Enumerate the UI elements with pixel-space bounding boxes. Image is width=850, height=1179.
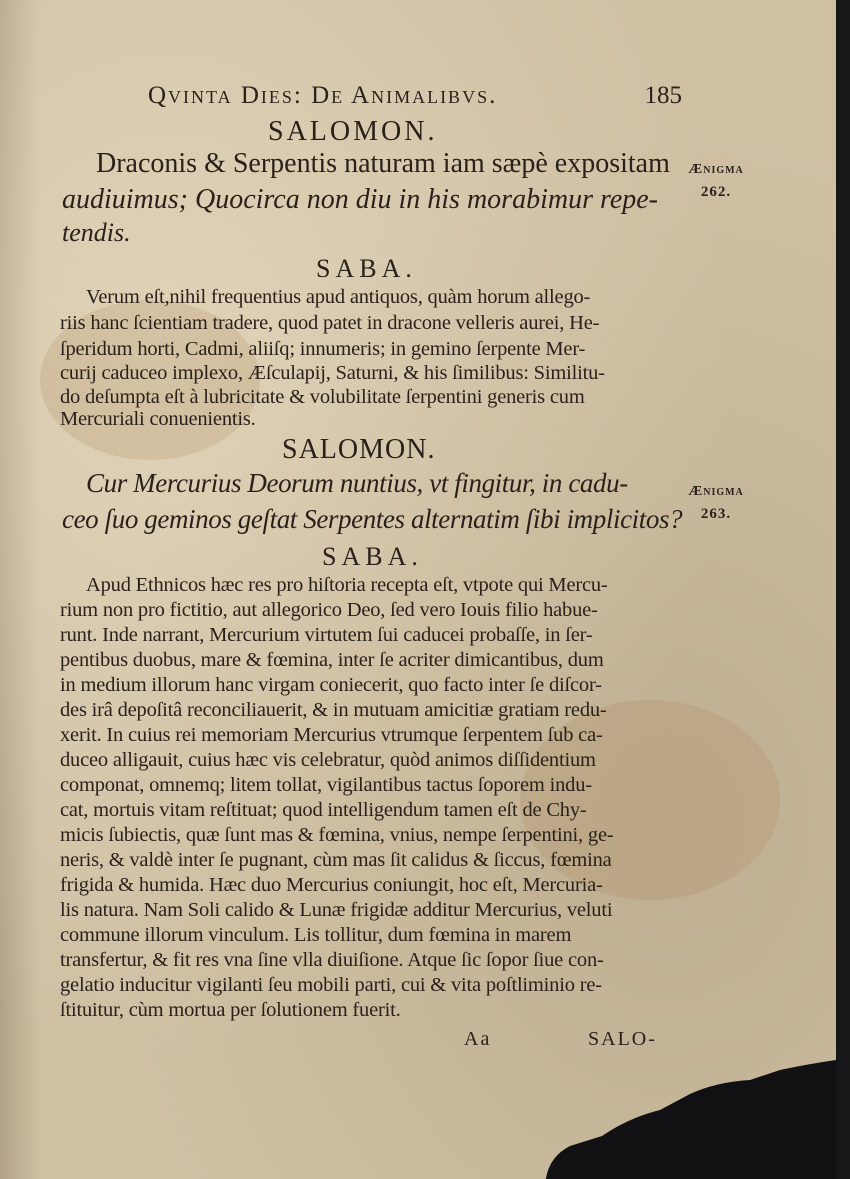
question-line: ceo ſuo geminos geſtat Serpentes alternatim ſibi implicitos? bbox=[62, 504, 683, 534]
scan-border-right bbox=[836, 0, 850, 1179]
body-line: gelatio inducitur vigilanti ſeu mobili parti, cui & vita poſtliminio re- bbox=[60, 974, 602, 996]
margin-number: 263. bbox=[700, 506, 732, 522]
body-line: neris, & valdè inter ſe pugnant, cùm mas ſit calidus & ſiccus, fœmina bbox=[60, 849, 612, 871]
body-line: curij caduceo implexo, Æſculapij, Saturni, & his ſimilibus: Similitu- bbox=[60, 362, 605, 384]
body-line: cat, mortuis vitam reſtituat; quod intelligendum tamen eſt de Chy- bbox=[60, 799, 587, 821]
question-line: Cur Mercurius Deorum nuntius, vt fingitur, in cadu- bbox=[86, 468, 628, 498]
speaker-heading: SABA. bbox=[316, 254, 417, 283]
body-line: ſtituitur, cùm mortua per ſolutionem fuerit. bbox=[60, 999, 401, 1021]
running-header bbox=[148, 82, 688, 110]
body-line: Verum eſt,nihil frequentius apud antiquos, quàm horum allego- bbox=[86, 286, 591, 308]
body-line: do deſumpta eſt à lubricitate & volubilitate ſerpentini generis cum bbox=[60, 386, 585, 408]
body-line: componat, omnemq; litem tollat, vigilantibus tactus ſoporem indu- bbox=[60, 774, 592, 796]
body-line: micis ſubiectis, quæ ſunt mas & fœmina, vnius, nempe ſerpentini, ge- bbox=[60, 824, 614, 846]
question-line: tendis. bbox=[62, 218, 131, 247]
margin-number: 262. bbox=[700, 184, 732, 200]
question-line: audiuimus; Quocirca non diu in his morabimur repe- bbox=[62, 184, 658, 215]
catchword: SALO- bbox=[588, 1028, 657, 1050]
body-line: rium non pro fictitio, aut allegorico Deo, ſed vero Iouis filio habue- bbox=[60, 599, 598, 621]
page-number: 185 bbox=[644, 82, 682, 109]
body-line: xerit. In cuius rei memoriam Mercurius vtrumque ſerpentem ſub ca- bbox=[60, 724, 603, 746]
body-line: Apud Ethnicos hæc res pro hiſtoria recepta eſt, vtpote qui Mercu- bbox=[86, 574, 608, 596]
body-line: transfertur, & fit res vna ſine vlla diuiſione. Atque ſic ſopor ſiue con- bbox=[60, 949, 604, 971]
margin-label: Ænigma bbox=[688, 162, 744, 177]
speaker-heading: SALOMON. bbox=[282, 434, 436, 465]
body-line: frigida & humida. Hæc duo Mercurius coniungit, hoc eſt, Mercuria- bbox=[60, 874, 603, 896]
body-line: Mercuriali conuenientis. bbox=[60, 408, 256, 430]
body-line: ſperidum horti, Cadmi, aliiſq; innumeris; in gemino ſerpente Mer- bbox=[60, 338, 586, 360]
body-line: in medium illorum hanc virgam coniecerit, quo facto inter ſe diſcor- bbox=[60, 674, 602, 696]
body-line: des irâ depoſitâ reconciliauerit, & in mutuam amicitiæ gratiam redu- bbox=[60, 699, 607, 721]
torn-corner bbox=[540, 1060, 836, 1179]
body-line: duceo alligauit, cuius hæc vis celebratur, quòd animos diſſidentium bbox=[60, 749, 596, 771]
body-line: runt. Inde narrant, Mercurium virtutem ſui caducei probaſſe, in ſer- bbox=[60, 624, 593, 646]
margin-note bbox=[676, 484, 756, 523]
margin-note bbox=[676, 162, 756, 201]
body-line: commune illorum vinculum. Lis tollitur, dum fœmina in marem bbox=[60, 924, 572, 946]
speaker-heading: SABA. bbox=[322, 542, 423, 571]
running-title: Qvinta Dies: De Animalibvs. bbox=[148, 82, 498, 109]
body-line: riis hanc ſcientiam tradere, quod patet in dracone velleris aurei, He- bbox=[60, 312, 600, 334]
signature-mark: Aa bbox=[464, 1028, 492, 1050]
body-line: lis natura. Nam Soli calido & Lunæ frigidæ additur Mercurius, veluti bbox=[60, 899, 613, 921]
speaker-heading: SALOMON. bbox=[268, 116, 438, 147]
body-line: pentibus duobus, mare & fœmina, inter ſe acriter dimicantibus, dum bbox=[60, 649, 604, 671]
margin-label: Ænigma bbox=[688, 484, 744, 499]
question-line: Draconis & Serpentis naturam iam sæpè expositam bbox=[96, 148, 670, 179]
